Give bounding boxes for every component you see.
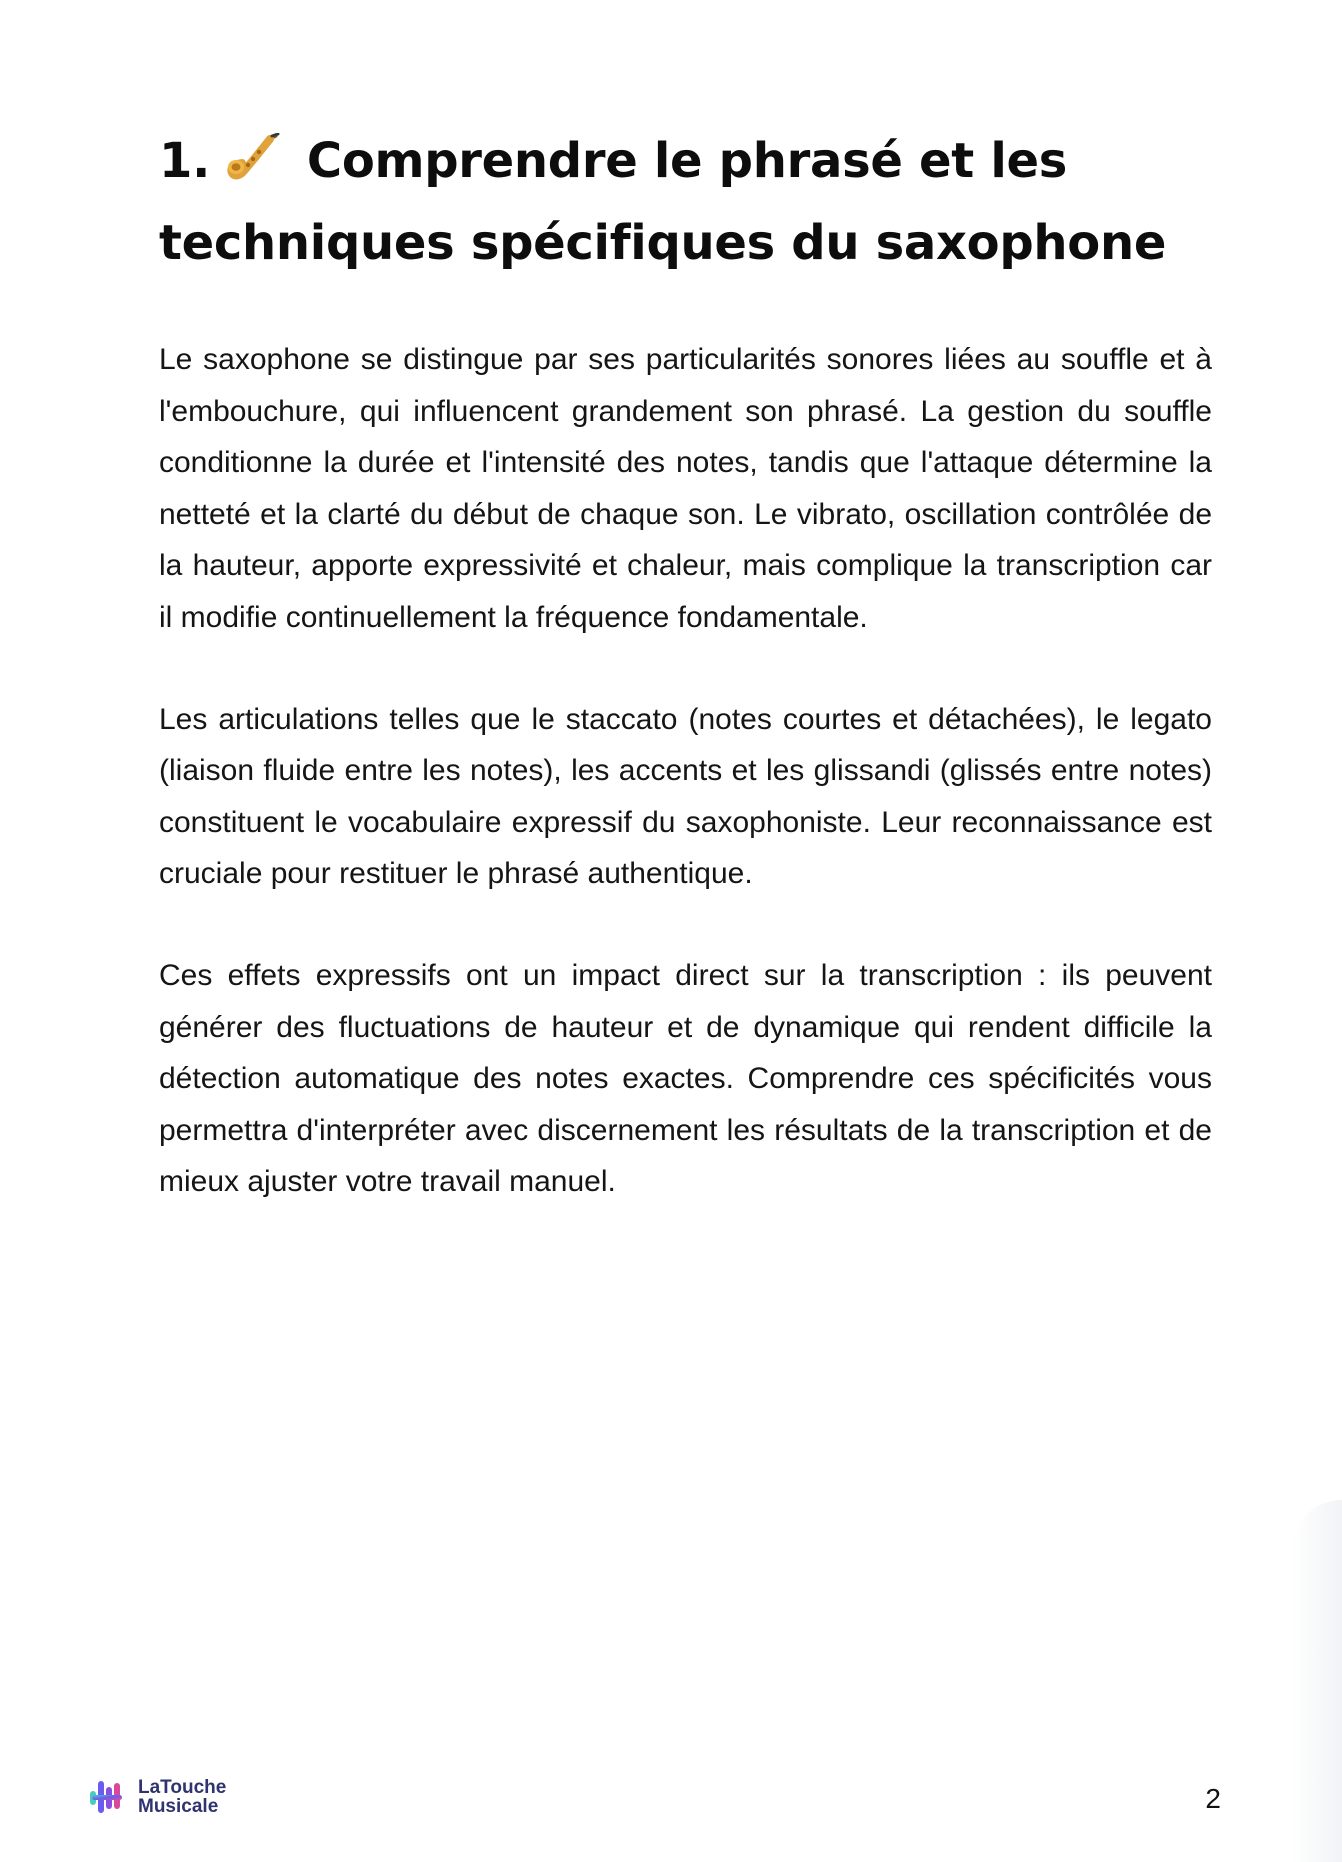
paragraph-3: Ces effets expressifs ont un impact direct sur la transcription : ils peuvent générer des fluctuations de hauteur et de dynamique qui rendent difficile la détection automatique des notes exactes. Comprendre ces spécificités vous permettra d'interpréter avec discernement les résultats de la transcription et de mieux ajuster votre travail manuel. [159, 958, 1212, 1199]
page-content [159, 120, 1212, 1258]
paragraph-1: Le saxophone se distingue par ses particularités sonores liées au souffle et à l'embouchure, qui influencent grandement son phrasé. La gestion du souffle conditionne la durée et l'intensité des notes, tandis que l'attaque détermine la netteté et la clarté du début de chaque son. Le vibrato, oscillation contrôlée de la hauteur, apporte expressivité et chaleur, mais complique la transcription car il modifie continuellement la fréquence fondamentale. [159, 343, 1212, 634]
section-title: Comprendre le phrasé et les techniques spécifiques du saxophone [159, 133, 1167, 271]
section-heading [159, 120, 1212, 284]
brand-line-2: Musicale [138, 1796, 219, 1817]
page-number: 2 [1205, 1783, 1221, 1814]
latouche-logo-icon [86, 1777, 128, 1817]
brand-line-1: LaTouche [138, 1777, 227, 1798]
paragraph-2: Les articulations telles que le staccato (notes courtes et détachées), le legato (liaison fluide entre les notes), les accents et les glissandi (glissés entre notes) constituent le vocabulaire expressif du saxophoniste. Leur reconnaissance est cruciale pour restituer le phrasé authentique. [159, 702, 1212, 891]
page-edge-shadow [1292, 1500, 1342, 1862]
saxophone-icon [226, 133, 282, 183]
section-number: 1. [159, 133, 211, 189]
section-body [159, 334, 1212, 1208]
footer-brand [86, 1777, 226, 1817]
brand-name [138, 1778, 226, 1816]
